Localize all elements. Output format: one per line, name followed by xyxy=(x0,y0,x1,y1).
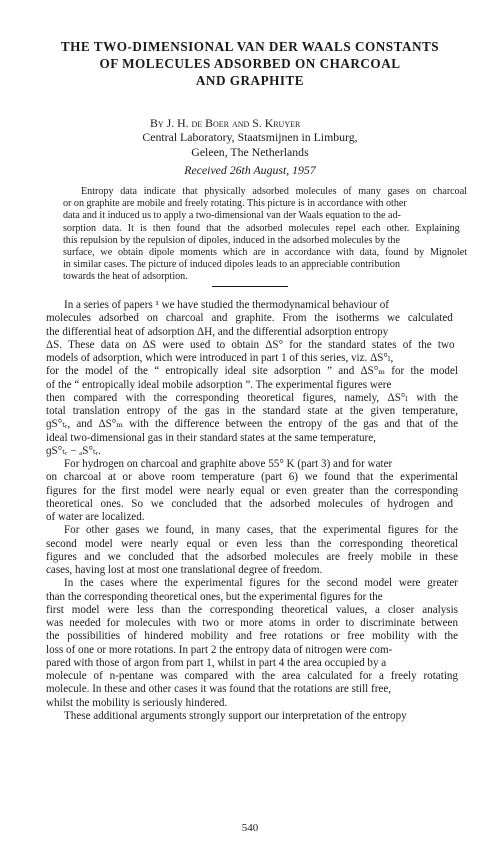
abstract-line: this repulsion by the repulsion of dipoles, induced in the adsorbed molecules by the xyxy=(63,234,400,246)
body-line: second model were nearly equal or even less than the corresponding theoretical xyxy=(46,537,458,550)
body-line: the differential heat of adsorption ΔH, and the differential adsorption entropy xyxy=(46,325,389,338)
abstract xyxy=(63,186,467,284)
abstract-line: in similar cases. The picture of induced dipoles leads to an appreciable contribution xyxy=(63,259,401,271)
body-line: ɡS°ₜᵣ − ₐS°ₜᵣ. xyxy=(46,444,101,457)
body-line: cases, having lost at most one translational degree of freedom. xyxy=(46,564,323,576)
body-line: ideal two-dimensional gas in their standard states at the same temperature, xyxy=(46,431,376,444)
author-names: J. H. de Boer and S. Kruyer xyxy=(166,116,301,130)
body-line: pared with those of argon from part 1, whilst in part 4 the area occupied by a xyxy=(46,656,387,669)
affiliation-line: Central Laboratory, Staatsmijnen in Limburg, xyxy=(142,130,358,144)
body-line: then compared with the corresponding theoretical figures, namely, ΔS°ₗ with the xyxy=(46,391,458,404)
body-line: molecule. In these and other cases it was found that the rotations are still free, xyxy=(46,683,392,696)
author-line xyxy=(150,116,300,131)
body-line: In a series of papers ¹ we have studied the thermodynamical behaviour of xyxy=(64,299,389,311)
affiliation xyxy=(130,130,370,160)
body-line: was needed for molecules with two or more atoms in order to discriminate between xyxy=(46,617,458,629)
abstract-line: data and it induced us to apply a two-dimensional van der Waals equation to the ad- xyxy=(63,210,401,222)
body-line: ɡS°ₜᵣ, and ΔS°ₘ with the difference between the entropy of the gas and that of the xyxy=(46,418,458,431)
body-line: For hydrogen on charcoal and graphite above 55° K (part 3) and for water xyxy=(64,458,393,470)
body-line: These additional arguments strongly support our interpretation of the entropy xyxy=(64,709,407,722)
body-line: loss of one or more rotations. In part 2 the entropy data of nitrogen were com- xyxy=(46,643,393,656)
body-line: than the corresponding theoretical ones, but the experimental figures for the xyxy=(46,590,383,603)
body-line: the possibilities of hindered mobility and free rotations or free mobility with the xyxy=(46,630,458,643)
received-date: Received 26th August, 1957 xyxy=(184,163,316,177)
body-line: For other gases we found, in many cases, that the experimental figures for the xyxy=(64,524,458,537)
article-title xyxy=(30,38,470,89)
abstract-line: surface, we obtain dipole moments which are in accordance with data, found by Mignolet xyxy=(63,247,467,259)
body-line: molecule of n-pentane was compared with the area calculated for a freely rotating xyxy=(46,670,458,682)
body-text xyxy=(46,299,458,723)
author-by: By xyxy=(150,116,164,130)
body-line: of water are localized. xyxy=(46,511,145,523)
title-line: OF MOLECULES ADSORBED ON CHARCOAL xyxy=(99,56,401,71)
body-line: figures and we concluded that the adsorbed molecules are freely mobile in these xyxy=(46,550,458,563)
body-line: models of adsorption, which were introduced in part 1 of this series, viz. ΔS°ₗ, xyxy=(46,352,394,364)
body-line: total translation entropy of the gas in the standard state at the given temperature, xyxy=(46,405,458,417)
body-line: of the “ entropically ideal mobile adsorption ”. The experimental figures were xyxy=(46,378,392,391)
abstract-line: or on graphite are mobile and freely rotating. This picture is in accordance with other xyxy=(63,198,407,210)
body-line: for the model of the “ entropically ideal site adsorption ” and ΔS°ₘ for the model xyxy=(46,365,458,378)
abstract-line: sorption data. It is then found that the adsorbed molecules repel each other. Explaining xyxy=(63,222,460,234)
body-line: theoretical ones. So we concluded that the adsorbed molecules of hydrogen and xyxy=(46,497,454,510)
body-line: figures for the first model were nearly equal or even greater than the corresponding xyxy=(46,484,458,497)
title-line: AND GRAPHITE xyxy=(195,73,305,88)
body-line: first model were less than the corresponding theoretical values, a closer analysis xyxy=(46,603,458,616)
section-divider xyxy=(212,286,288,287)
body-line: on charcoal at or above room temperature (part 6) we found that the experimental xyxy=(46,471,458,484)
body-line: In the cases where the experimental figures for the second model were greater xyxy=(64,577,458,590)
title-line: THE TWO-DIMENSIONAL VAN DER WAALS CONSTANTS xyxy=(60,39,440,54)
abstract-line: towards the heat of adsorption. xyxy=(63,271,188,283)
affiliation-line: Geleen, The Netherlands xyxy=(191,145,309,159)
body-line: whilst the mobility is seriously hindered. xyxy=(46,696,228,709)
page-number: 540 xyxy=(241,822,259,834)
body-line: ΔS. These data on ΔS were used to obtain ΔS° for the standard states of the two xyxy=(46,338,455,351)
body-line: molecules adsorbed on charcoal and graphite. From the isotherms we calculated xyxy=(46,312,453,325)
abstract-line: Entropy data indicate that physically adsorbed molecules of many gases on charcoal xyxy=(81,186,467,197)
